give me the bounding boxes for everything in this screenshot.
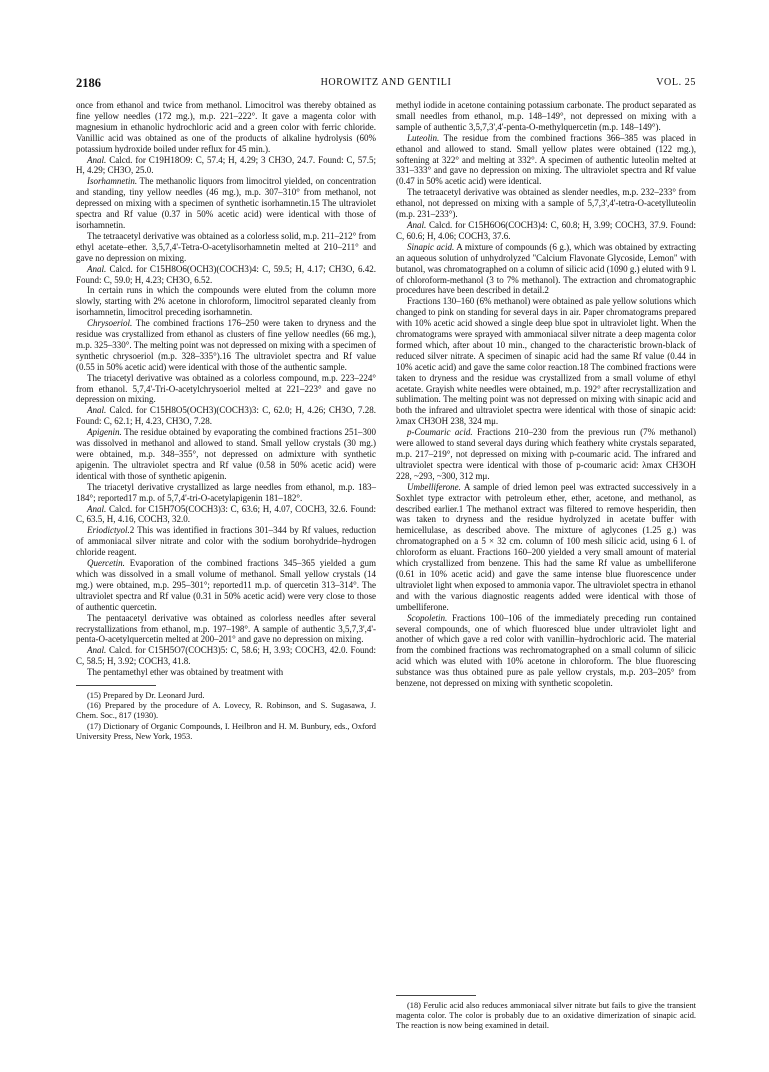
footnote: (15) Prepared by Dr. Leonard Jurd. (87, 691, 205, 701)
paragraph-text: The combined fractions 176–250 were taken to dryness and the residue was crystallized from ethanol as clusters of fine yellow needles (66 mg.), m.p. 325–330°. The melting point was not depressed on mixing with a specimen of synthetic chrysoeriol (m.p. 328–335°).16 The ultraviolet spectra and Rf value (0.55 in 50% acetic acid) were identical with those of the authentic sample. (76, 318, 376, 372)
paragraph-text: Evaporation of the combined fractions 345–365 yielded a gum which was dissolved in a small volume of methanol. Small yellow crystals (14 mg.) were obtained, m.p. 295–301°; reported11 m.p. of quercetin 313–314°. The ultraviolet spectra and Rf value (0.31 in 50% acetic acid) were very close to those of authentic quercetin. (76, 558, 376, 612)
body-paragraph (76, 482, 376, 504)
paragraph-text: The tetraacetyl derivative was obtained as a colorless solid, m.p. 211–212° from ethyl acetate–ether. 3,5,7,4'-Tetra-O-acetylisorhamnetin melted at 210–211° and gave no depression on mixing. (76, 230, 376, 263)
page-number: 2186 (76, 76, 101, 90)
paragraph-heading: Eriodictyol. (87, 525, 130, 536)
paragraph-text: once from ethanol and twice from methanol. Limocitrol was thereby obtained as fine yellow needles (172 mg.), m.p. 221–222°. It gave a magenta color with magnesium in ethanolic hydrochloric acid and a green color with ferric chloride. Vanillic acid was obtained as one of the products of alkaline hydrolysis (60% potassium hydroxide boiled under reflux for 45 min.). (76, 100, 376, 154)
running-title: HOROWITZ AND GENTILI (320, 77, 452, 88)
right-column (396, 100, 696, 1031)
left-column-body (76, 100, 376, 678)
footnote: (17) Dictionary of Organic Compounds, I. Heilbron and H. M. Bunbury, eds., Oxford University Press, New York, 1953. (76, 721, 376, 741)
paragraph-text: In certain runs in which the compounds were eluted from the column more slowly, starting with 2% acetone in chloroform, limocitrol separated cleanly from isorhamnetin, limocitrol preceding isorhamnetin. (76, 285, 376, 318)
paragraph-text: The triacetyl derivative was obtained as a colorless compound, m.p. 223–224° from ethanol. 5,7,4'-Tri-O-acetylchrysoeriol melted at 221–223° and gave no depression on mixing. (76, 372, 376, 405)
paragraph-text: The residue from the combined fractions 366–385 was placed in ethanol and allowed to stand. Small yellow plates were obtained (122 mg.), softening at 322° and melting at 332°. A specimen of authentic luteolin melted at 331–333° and gave no depression on mixing. The ultraviolet spectra and Rf value (0.47 in 50% acetic acid) were identical. (396, 132, 696, 187)
body-paragraph (76, 558, 376, 613)
body-paragraph (396, 242, 696, 297)
paragraph-heading: Anal. (87, 263, 107, 274)
paragraph-heading: Anal. (87, 645, 107, 656)
paragraph-text: Fractions 130–160 (6% methanol) were obtained as pale yellow solutions which changed to pink on standing for several days in air. Paper chromatograms prepared with 10% acetic acid showed a single deep blue spot in ultraviolet light. When the chromatograms were sprayed with ammoniacal silver nitrate a deep magenta color formed which, after about 10 min., changed to the characteristic brown-black of reduced silver nitrate. A specimen of sinapic acid had the same Rf value (0.44 in 10% acetic acid) and gave the same color reaction.18 The combined fractions were taken to dryness and the residue was crystallized from a small volume of ethyl acetate. Grayish white needles were obtained, m.p. 192° after recrystallization and sublimation. The melting point was not depressed on mixing with sinapic acid and both the infrared and ultraviolet spectra were identical with those of sinapic acid: λmax CH3OH 238, 324 mμ. (396, 296, 696, 427)
paragraph-heading: Anal. (407, 219, 427, 230)
volume-label: VOL. 25 (656, 77, 696, 88)
footnote: (18) Ferulic acid also reduces ammoniacal silver nitrate but fails to give the transient magenta color. The color is probably due to an oxidative dimerization of sinapic acid. The reaction is now being examined in detail. (396, 1001, 696, 1031)
body-paragraph (76, 525, 376, 558)
paragraph-heading: Umbelliferone. (407, 481, 461, 492)
body-paragraph (396, 133, 696, 188)
body-paragraph (76, 155, 376, 177)
paragraph-text: Calcd. for C15H8O6(OCH3)(COCH3)4: C, 59.5; H, 4.17; CH3O, 6.42. Found: C, 59.0; H, 4.23; CH3O, 6.52. (76, 263, 376, 285)
body-paragraph (76, 100, 376, 155)
paragraph-text: The methanolic liquors from limocitrol yielded, on concentration and standing, tiny yellow needles (46 mg.), m.p. 307–310° from methanol, not depressed on mixing with a specimen of synthetic isorhamnetin.15 The ultraviolet spectra and Rf value (0.37 in 50% acetic acid) were identical with those of isorhamnetin. (76, 176, 376, 230)
footnote-rule (396, 995, 476, 996)
right-footnotes (396, 1001, 696, 1032)
right-column-body (396, 100, 696, 689)
body-paragraph (396, 100, 696, 133)
paragraph-text: The triacetyl derivative crystallized as large needles from ethanol, m.p. 183–184°; reported17 m.p. of 5,7,4'-tri-O-acetylapigenin 181–182°. (76, 481, 376, 503)
paragraph-heading: Sinapic acid. (407, 241, 455, 252)
paragraph-text: A mixture of compounds (6 g.), which was obtained by extracting an aqueous solution of unhydrolyzed "Calcium Flavonate Glycoside, Lemon" with butanol, was chromatographed on a column of silicic acid (1090 g.) eluted with 9 l. of chloroform-methanol (3 to 7% methanol). The extraction and chromatographic procedures have been described in detail.2 (396, 241, 696, 296)
paragraph-heading: Anal. (87, 405, 107, 416)
paragraph-heading: Chrysoeriol. (87, 318, 133, 329)
body-paragraph (396, 220, 696, 242)
body-paragraph (76, 667, 376, 678)
body-paragraph (396, 187, 696, 220)
paragraph-heading: Quercetin. (87, 558, 125, 569)
paragraph-text: Calcd. for C15H8O5(OCH3)(COCH3)3: C, 62.0; H, 4.26; CH3O, 7.28. Found: C, 62.1; H, 4.23, CH3O, 7.28. (76, 405, 376, 427)
paragraph-text: The pentaacetyl derivative was obtained as colorless needles after several recrystallizations from ethanol, m.p. 197–198°. A sample of authentic 3,5,7,3',4'-penta-O-acetylquercetin melted at 200–201° and gave no depression on mixing. (76, 612, 376, 645)
paragraph-text: The pentamethyl ether was obtained by treatment with (87, 667, 284, 678)
left-footnotes (76, 691, 376, 742)
paragraph-heading: Luteolin. (407, 132, 440, 143)
footnote: (16) Prepared by the procedure of A. Lovecy, R. Robinson, and S. Sugasawa, J. Chem. Soc., 817 (1930). (76, 701, 376, 721)
right-footnote-area (396, 988, 696, 1032)
footnote-rule (76, 685, 156, 686)
body-paragraph (396, 613, 696, 689)
paragraph-text: Calcd. for C15H6O6(COCH3)4: C, 60.8; H, 3.99; COCH3, 37.9. Found: C, 60.6; H, 4.06; COCH3, 37.6. (396, 219, 696, 241)
paragraph-text: Calcd. for C15H7O5(COCH3)3: C, 63.6; H, 4.07, COCH3, 32.6. Found: C, 63.5, H, 4.16, COCH3, 32.0. (76, 503, 376, 525)
body-paragraph (76, 645, 376, 667)
paragraph-heading: Scopoletin. (407, 612, 448, 623)
body-paragraph (76, 613, 376, 646)
paragraph-heading: Isorhamnetin. (87, 176, 138, 187)
body-paragraph (76, 264, 376, 286)
paragraph-text: Fractions 210–230 from the previous run (7% methanol) were allowed to stand several days during which feathery white crystals separated, m.p. 217–219°, not depressed on mixing with p-coumaric acid. The infrared and ultraviolet spectra were identical with those of p-coumaric acid: λmax CH3OH 228, ~293, ~300, 312 mμ. (396, 427, 696, 481)
body-paragraph (76, 427, 376, 482)
body-paragraph (76, 504, 376, 526)
body-paragraph (396, 482, 696, 613)
paragraph-text: Fractions 100–106 of the immediately preceding run contained several compounds, one of which fluoresced blue under ultraviolet light and another of which gave a red color with vanillin–hydrochloric acid. The material from the combined fractions was rechromatographed on a small column of silicic acid which was eluted with 10% acetone in chloroform. The blue fluorescing substance was thus obtained pure as pale yellow crystals, m.p. 203–205° from benzene, not depressed on mixing with synthetic scopoletin. (396, 612, 696, 689)
page-header (76, 76, 696, 92)
body-paragraph (76, 405, 376, 427)
paragraph-text: A sample of dried lemon peel was extracted successively in a Soxhlet type extractor with petroleum ether, ether, acetone, and methanol, as described earlier.1 The methanol extract was filtered to remove hesperidin, then was taken to dryness and the residue hydrolyzed in acetate buffer with hemicellulase, as described above. The mixture of aglycones (1.25 g.) was chromatographed on a 5 × 32 cm. column of 100 mesh silicic acid, using 6 l. of chloroform as eluant. Fractions 160–200 yielded a very small amount of material which crystallized from benzene. This had the same Rf value as umbelliferone (0.61 in 10% acetic acid) and gave the same intense blue fluorescence under ultraviolet light when exposed to ammonia vapor. The ultraviolet spectra in ethanol and with the various diagnostic reagents added were identical with those of umbelliferone. (396, 481, 696, 612)
body-paragraph (76, 231, 376, 264)
left-column (76, 100, 376, 742)
paragraph-text: The tetraacetyl derivative was obtained as slender needles, m.p. 232–233° from ethanol, not depressed on mixing with a sample of 5,7,3',4'-tetra-O-acetylluteolin (m.p. 231–233°). (396, 187, 696, 220)
paragraph-text: 2 This was identified in fractions 301–344 by Rf values, reduction of ammoniacal silver nitrate and color with the sodium borohydride–hydrogen chloride reagent. (76, 525, 376, 558)
paragraph-text: The residue obtained by evaporating the combined fractions 251–300 was dissolved in methanol and allowed to stand. Small yellow crystals (30 mg.) were obtained, m.p. 348–355°, not depressed on admixture with synthetic apigenin. The ultraviolet spectra and Rf value (0.58 in 50% acetic acid) were identical with those of synthetic apigenin. (76, 427, 376, 481)
paragraph-text: Calcd. for C15H5O7(COCH3)5: C, 58.6; H, 3.93; COCH3, 42.0. Found: C, 58.5; H, 3.92; COCH3, 41.8. (76, 645, 376, 667)
paragraph-heading: p-Coumaric acid. (407, 427, 473, 438)
paragraph-heading: Anal. (87, 154, 107, 165)
paragraph-text: methyl iodide in acetone containing potassium carbonate. The product separated as small needles from ethanol, m.p. 148–149°, not depressed on mixing with a sample of authentic 3,5,7,3',4'-penta-O-methylquercetin (m.p. 148–149°). (396, 100, 696, 132)
body-paragraph (76, 318, 376, 373)
body-paragraph (396, 296, 696, 427)
paragraph-heading: Anal. (87, 503, 107, 514)
body-paragraph (76, 285, 376, 318)
body-paragraph (396, 427, 696, 482)
body-paragraph (76, 176, 376, 231)
body-paragraph (76, 373, 376, 406)
paragraph-heading: Apigenin. (87, 427, 122, 438)
paragraph-text: Calcd. for C19H18O9: C, 57.4; H, 4.29; 3 CH3O, 24.7. Found: C, 57.5; H, 4.29; CH3O, 25.0. (76, 154, 376, 176)
